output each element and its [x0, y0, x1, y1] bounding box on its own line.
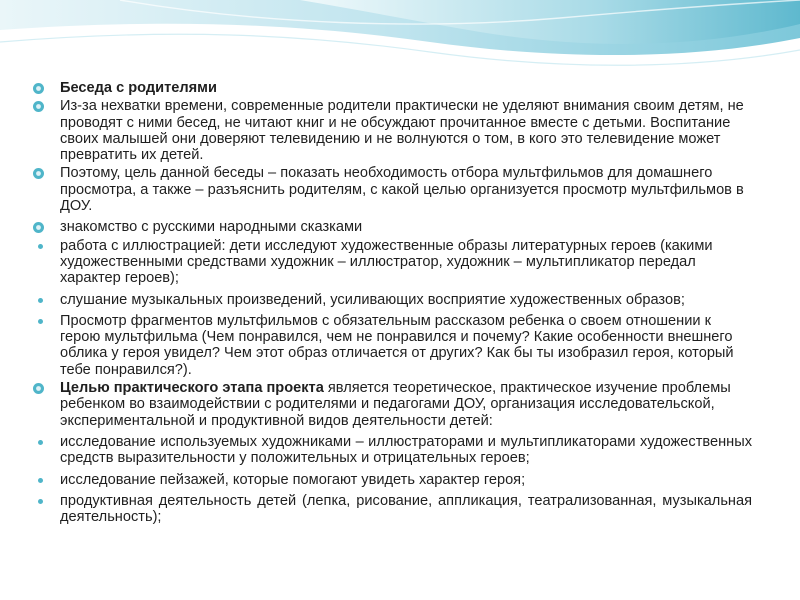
circle-bullet-icon: [32, 221, 45, 234]
dot-bullet-icon: [38, 499, 43, 504]
paragraph-text: Поэтому, цель данной беседы – показать необходимость отбора мультфильмов для домашнего просмотра, а также – разъяснить родителям, с какой целью организуется просмотр мультфильмов в ДОУ.: [60, 165, 744, 215]
heading-parent-talk: Беседа с родителями: [60, 80, 217, 96]
paragraph-text: исследование пейзажей, которые помогают увидеть характер героя;: [60, 471, 526, 488]
paragraph-text: является теоретическое, практическое изучение проблемы ребенком во взаимодействии с родителями и педагогами ДОУ, организация исследовательской, экспериментальной и продуктивной видов деятельности детей:: [60, 380, 731, 429]
slide-content: [32, 80, 752, 525]
subbullet-cartoon-fragments: [32, 313, 752, 378]
subbullet-music: [32, 292, 752, 308]
bold-lead-text: Целью практического этапа проекта: [60, 380, 324, 397]
subbullet-illustrations: [32, 238, 752, 287]
bullet-practical-stage-goal: [32, 380, 752, 429]
bullet-folk-tales: [32, 219, 752, 235]
dot-bullet-icon: [38, 478, 43, 483]
paragraph-text: работа с иллюстрацией: дети исследуют художественные образы литературных героев (какими художественными средствами художник – иллюстратор, художник – мультипликатор передал характер героев);: [60, 237, 713, 287]
bullet-talk-goal: [32, 165, 752, 214]
dot-bullet-icon: [38, 319, 43, 324]
paragraph-text: Из-за нехватки времени, современные родители практически не уделяют внимания своим детям, не проводят с ними бесед, не читают книг и не обсуждают прочитанное вместе с детьми. Воспитание своих малышей они доверяют телевидению и не волнуются о том, в кого это телевидение может превратить их детей.: [60, 98, 744, 164]
paragraph-text: исследование используемых художниками – иллюстраторами и мультипликаторами художественных средств выразительности у положительных и отрицательных героев;: [60, 433, 752, 467]
bullet-lack-of-time: [32, 98, 752, 163]
circle-bullet-icon: [32, 167, 45, 180]
circle-bullet-icon: [32, 82, 45, 95]
dot-bullet-icon: [38, 244, 43, 249]
subbullet-landscapes: [32, 472, 752, 488]
paragraph-text: продуктивная деятельность детей (лепка, рисование, аппликация, театрализованная, музыкальная деятельность);: [60, 492, 752, 526]
dot-bullet-icon: [38, 440, 43, 445]
bullet-parent-talk-title: [32, 80, 752, 96]
subbullet-research-means: [32, 434, 752, 467]
circle-bullet-icon: [32, 100, 45, 113]
paragraph-text: слушание музыкальных произведений, усиливающих восприятие художественных образов;: [60, 291, 685, 308]
paragraph-text: знакомство с русскими народными сказками: [60, 219, 363, 236]
header-wave-decoration: [0, 0, 800, 80]
dot-bullet-icon: [38, 298, 43, 303]
subbullet-productive-activity: [32, 493, 752, 526]
circle-bullet-icon: [32, 382, 45, 395]
paragraph-text: Просмотр фрагментов мультфильмов с обязательным рассказом ребенка о своем отношении к герою мультфильма (Чем понравился, чем не понравился и почему? Какие особенности внешнего облика у героя увидел? Чем этот образ отличается от других? Как бы ты изобразил героя, который тебе понравился?).: [60, 312, 734, 378]
